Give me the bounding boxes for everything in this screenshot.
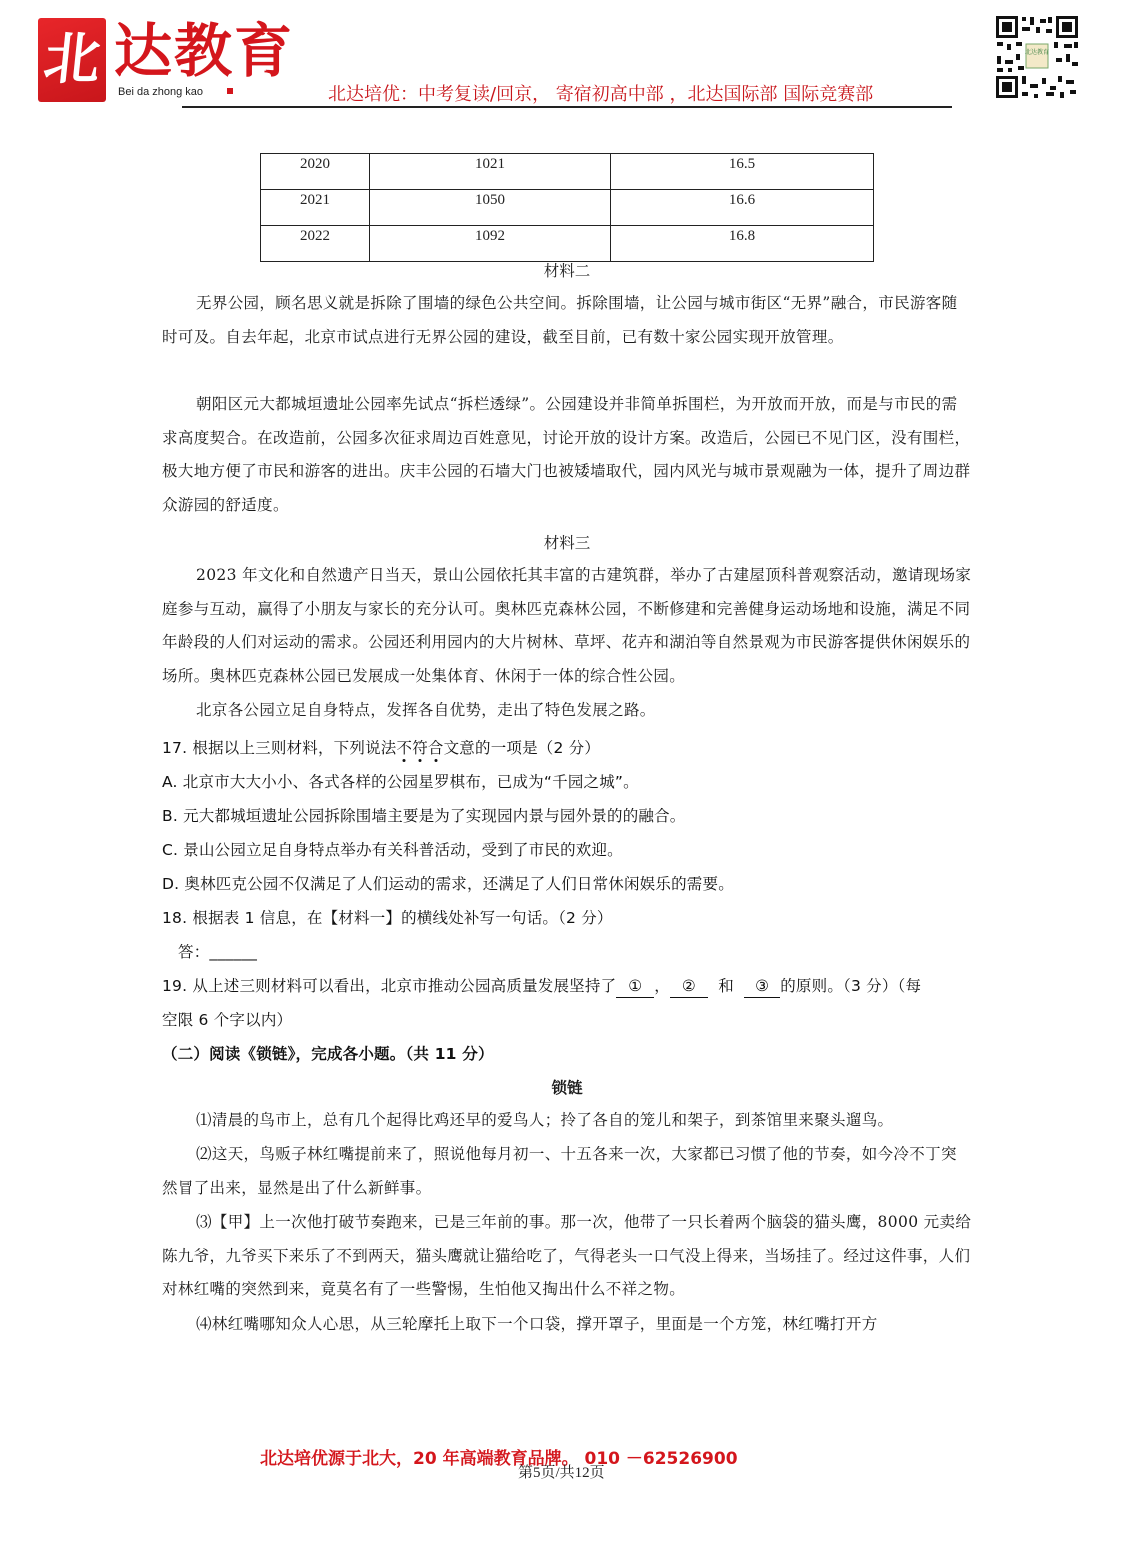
logo-name: 达教育: [114, 17, 295, 85]
table-cell: 1021: [370, 154, 611, 190]
table-cell: 16.5: [611, 154, 874, 190]
option-d: D. 奥林匹克公园不仅满足了人们运动的需求，还满足了人们日常休闲娱乐的需要。: [162, 875, 734, 893]
section-heading: （二）阅读《锁链》，完成各小题。（共 11 分）: [162, 1045, 494, 1063]
header-divider: [182, 106, 952, 108]
question-18: 18. 根据表 1 信息，在【材料一】的横线处补写一句话。（2 分）: [162, 909, 613, 927]
answer-blank[interactable]: 答：______: [178, 943, 258, 961]
footer-brand: 北达培优源于北大，20 年高端教育品牌。 010 －62526900: [260, 1449, 738, 1469]
question-17-suffix: 文意的一项是（2 分）: [443, 739, 601, 757]
logo-subtitle: Bei da zhong kao: [118, 86, 204, 98]
table-row: [261, 154, 874, 190]
emphasis-char: 不: [396, 739, 413, 757]
table-cell: 1092: [370, 226, 611, 262]
emphasis-char: 符: [412, 739, 428, 757]
material2-paragraph-1: 无界公园，顾名思义就是拆除了围墙的绿色公共空间。拆除围墙，让公园与城市街区“无界”融合，市民游客随时可及。自去年起，北京市试点进行无界公园的建设，截至目前，已有数十家公园实现开放管理。: [162, 294, 958, 346]
table-cell: 2021: [261, 190, 370, 226]
page-number: 第5页/共12页: [518, 1465, 605, 1481]
table-cell: 16.8: [611, 226, 874, 262]
logo-glyph: 北: [40, 27, 104, 92]
table-cell: 16.6: [611, 190, 874, 226]
option-b: B. 元大都城垣遗址公园拆除围墙主要是为了实现园内景与园外景的的融合。: [162, 807, 686, 825]
option-a: A. 北京市大大小小、各式各样的公园星罗棋布，已成为“千园之城”。: [162, 773, 639, 791]
question-19-suffix: 的原则。（3 分）（每: [780, 977, 922, 995]
conjunction: 和: [718, 977, 734, 995]
blank-3[interactable]: ③: [744, 975, 780, 998]
table-cell: 2020: [261, 154, 370, 190]
question-19-line-2: 空限 6 个字以内）: [162, 1011, 293, 1029]
story-paragraph-1: ⑴清晨的鸟市上，总有几个起得比鸡还早的爱鸟人；拎了各自的笼儿和架子，到茶馆里来聚头遛鸟。: [196, 1111, 894, 1129]
qr-code-icon: [994, 14, 1080, 100]
table-cell: 1050: [370, 190, 611, 226]
material3-paragraph-1: 2023 年文化和自然遗产日当天，景山公园依托其丰富的古建筑群，举办了古建屋顶科普观察活动，邀请现场家庭参与互动，赢得了小朋友与家长的充分认可。奥林匹克森林公园，不断修建和完善健身运动场地和设施，满足不同年龄段的人们对运动的需求。公园还利用园内的大片树林、草坪、花卉和湖泊等自然景观为市民游客提供休闲娱乐的场所。奥林匹克森林公园已发展成一处集体育、休闲于一体的综合性公园。: [162, 566, 972, 685]
question-19: [162, 975, 982, 998]
story-paragraph-2: ⑵这天，鸟贩子林红嘴提前来了，照说他每月初一、十五各来一次，大家都已习惯了他的节奏，如今冷不丁突然冒了出来，显然是出了什么新鲜事。: [162, 1145, 957, 1197]
material3-title: 材料三: [543, 534, 591, 552]
header-tagline: 北达培优：中考复读/回京， 寄宿初高中部 ，北达国际部 国际竞赛部: [328, 84, 874, 105]
material2-title: 材料二: [543, 262, 591, 280]
table-cell: 2022: [261, 226, 370, 262]
emphasis-char: 合: [427, 739, 444, 757]
table-row: [261, 226, 874, 262]
question-17: [162, 737, 982, 759]
story-title: 锁链: [551, 1079, 583, 1097]
blank-1[interactable]: ①: [616, 975, 654, 998]
logo-dot: [227, 88, 233, 94]
story-paragraph-4: ⑷林红嘴哪知众人心思，从三轮摩托上取下一个口袋，撑开罩子，里面是一个方笼，林红嘴打开方: [196, 1315, 878, 1333]
table-row: [261, 190, 874, 226]
story-paragraph-3: ⑶【甲】上一次他打破节奏跑来，已是三年前的事。那一次，他带了一只长着两个脑袋的猫头鹰，8000 元卖给陈九爷，九爷买下来乐了不到两天，猫头鹰就让猫给吃了，气得老头一口气没上得来，当场挂了。经过这件事，人们对林红嘴的突然到来，竟莫名有了一些警惕，生怕他又掏出什么不祥之物。: [162, 1213, 972, 1299]
blank-2[interactable]: ②: [670, 975, 708, 998]
material2-paragraph-2: 朝阳区元大都城垣遗址公园率先试点“拆栏透绿”。公园建设并非简单拆围栏，为开放而开放，而是与市民的需求高度契合。在改造前，公园多次征求周边百姓意见，讨论开放的设计方案。改造后，公园已不见门区，没有围栏，极大地方便了市民和游客的进出。庆丰公园的石墙大门也被矮墙取代，园内风光与城市景观融为一体，提升了周边群众游园的舒适度。: [162, 395, 971, 514]
question-17-prefix: 17. 根据以上三则材料，下列说法: [162, 739, 397, 757]
logo-mark: [38, 18, 106, 102]
question-19-prefix: 19. 从上述三则材料可以看出，北京市推动公园高质量发展坚持了: [162, 977, 617, 995]
separator: ，: [654, 977, 670, 995]
option-c: C. 景山公园立足自身特点举办有关科普活动，受到了市民的欢迎。: [162, 841, 623, 859]
qr-center-label: 北达教育: [1024, 49, 1050, 56]
material3-paragraph-2: 北京各公园立足自身特点，发挥各自优势，走出了特色发展之路。: [196, 701, 656, 719]
data-table: [260, 153, 874, 262]
